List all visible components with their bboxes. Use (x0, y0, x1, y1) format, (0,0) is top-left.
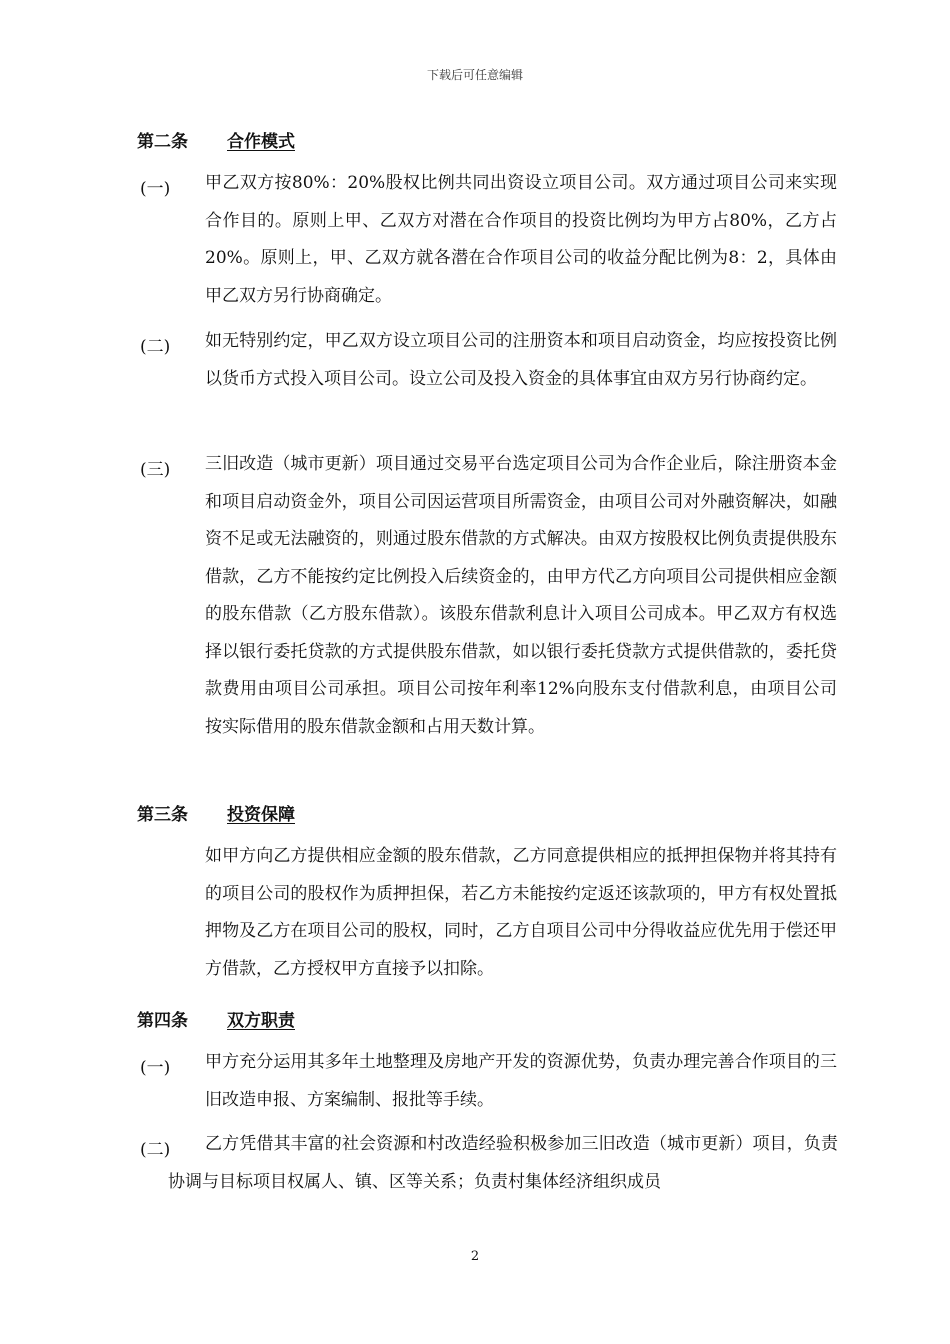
page-number: 2 (470, 1249, 480, 1264)
article-3-title: 投资保障 (227, 805, 295, 825)
article-4-number: 第四条 (137, 1011, 188, 1031)
item-label: (三) (140, 460, 171, 480)
article-3-text: 如甲方向乙方提供相应金额的股东借款，乙方同意提供相应的抵押担保物并将其持有的项目公司的股权作为质押担保，若乙方未能按约定返还该款项的，甲方有权处置抵押物及乙方在项目公司的股权，同时，乙方自项目公司中分得收益应优先用于偿还甲方借款，乙方授权甲方直接予以扣除。 (205, 846, 837, 979)
item-text: 甲乙双方按80%：20%股权比例共同出资设立项目公司。双方通过项目公司来实现合作目的。原则上甲、乙双方对潜在合作项目的投资比例均为甲方占80%，乙方占20%。原则上，甲、乙双方就各潜在合作项目公司的收益分配比例为8：2，具体由甲乙双方另行协商确定。 (205, 173, 837, 306)
page-header: 下载后可任意编辑 (426, 68, 523, 82)
article-2-title: 合作模式 (227, 132, 295, 152)
article-3-number: 第三条 (137, 805, 188, 825)
item-label: (一) (140, 179, 171, 199)
item-text: 如无特别约定，甲乙双方设立项目公司的注册资本和项目启动资金，均应按投资比例以货币方式投入项目公司。设立公司及投入资金的具体事宜由双方另行协商约定。 (205, 331, 837, 389)
item-label: (一) (140, 1058, 171, 1078)
article-2-number: 第二条 (137, 132, 188, 152)
article-4-title: 双方职责 (227, 1011, 295, 1031)
item-text: 甲方充分运用其多年土地整理及房地产开发的资源优势，负责办理完善合作项目的三旧改造申报、方案编制、报批等手续。 (205, 1052, 837, 1110)
item-label: (二) (140, 1140, 171, 1160)
item-label: (二) (140, 337, 171, 357)
item-text: 乙方凭借其丰富的社会资源和村改造经验积极参加三旧改造（城市更新）项目，负责协调与目标项目权属人、镇、区等关系；负责村集体经济组织成员 (168, 1134, 838, 1192)
item-text: 三旧改造（城市更新）项目通过交易平台选定项目公司为合作企业后，除注册资本金和项目启动资金外，项目公司因运营项目所需资金，由项目公司对外融资解决，如融资不足或无法融资的，则通过股东借款的方式解决。由双方按股权比例负责提供股东借款，乙方不能按约定比例投入后续资金的，由甲方代乙方向项目公司提供相应金额的股东借款（乙方股东借款）。该股东借款利息计入项目公司成本。甲乙双方有权选择以银行委托贷款的方式提供股东借款，如以银行委托贷款方式提供借款的，委托贷款费用由项目公司承担。项目公司按年利率12%向股东支付借款利息，由项目公司按实际借用的股东借款金额和占用天数计算。 (205, 454, 837, 737)
